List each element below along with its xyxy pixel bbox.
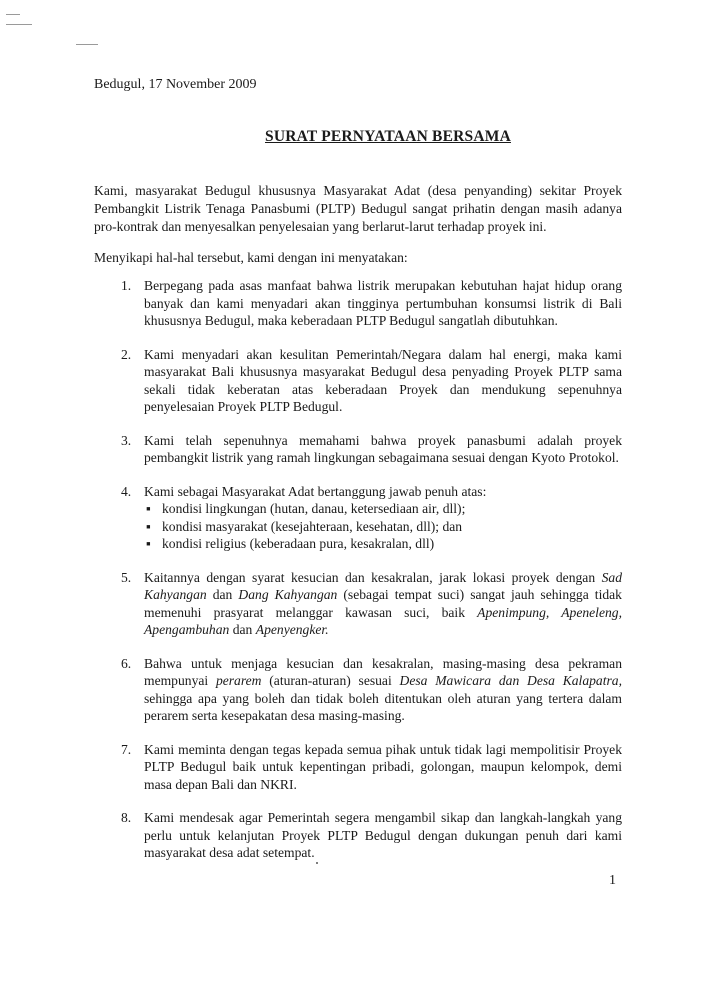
bullet-icon: ▪ [146, 518, 151, 534]
sub-item-text: kondisi masyarakat (kesejahteraan, kesehatan, dll); dan [162, 518, 463, 534]
item-text-part: sehingga apa yang boleh dan tidak boleh ditentukan oleh aturan yang tertera dalam perarem serta kesepakatan desa masing-masing. [144, 690, 622, 723]
statement-item-1 [94, 277, 622, 330]
lead-sentence: Menyikapi hal-hal tersebut, kami dengan ini menyatakan: [94, 250, 408, 265]
item-number: 8 . [121, 809, 131, 827]
item-text-italic: Sad Kahyangan [144, 569, 622, 602]
letter-page [94, 76, 622, 878]
item-text: Kami sebagai Masyarakat Adat bertanggung jawab penuh atas: [144, 483, 487, 499]
item-text-part: (aturan-aturan) sesuai [261, 673, 400, 688]
item-text: Berpegang pada asas manfaat bahwa listrik merupakan kebutuhan hajat hidup orang banyak dan kami menyadari akan tingginya pertumbuhan konsumsi listrik di Bali khususnya Bedugul, maka keberadaan PLTP Bedugul sangatlah dibutuhkan. [144, 278, 622, 328]
item-text-part: Bahwa untuk menjaga kesucian dan kesakralan, masing-masing desa pekraman mempunyai [144, 655, 622, 688]
statement-list [94, 277, 622, 862]
intro-paragraph: Kami, masyarakat Bedugul khususnya Masyarakat Adat (desa penyanding) sekitar Proyek Pembangkit Listrik Tenaga Panasbumi (PLTP) Bedugul sangat prihatin dengan masih adanya pro-kontrak dan menyesalkan penyelesaian yang berlarut-larut terhadap proyek ini. [94, 183, 622, 234]
date-line: Bedugul, 17 November 2009 [94, 77, 257, 92]
sub-list-item [144, 500, 622, 518]
scan-artifact [6, 24, 32, 25]
page-number: 1 [609, 873, 616, 888]
item-number: 4 . [121, 483, 131, 501]
item-text-italic: Apenimpung, Apeneleng, Apengambuhan [144, 604, 622, 637]
bullet-icon: ▪ [146, 501, 151, 516]
sub-list-item [144, 518, 622, 536]
responsibility-list [144, 500, 622, 553]
item-number: 3 . [121, 432, 131, 450]
statement-item-6 [94, 655, 622, 725]
item-text-italic: Apenyengker. [255, 622, 329, 637]
statement-item-3 [94, 432, 622, 467]
sub-item-text: kondisi lingkungan (hutan, danau, ketersediaan air, dll); [162, 501, 466, 516]
item-text: Kami telah sepenuhnya memahami bahwa proyek panasbumi adalah proyek pembangkit listrik yang ramah lingkungan sebagaimana sesuai dengan Kyoto Protokol. [144, 432, 622, 465]
item-number: 2 . [121, 346, 131, 364]
item-number: 1 . [121, 277, 131, 295]
scan-artifact [76, 44, 98, 45]
scan-speck [316, 862, 318, 864]
statement-item-4 [94, 483, 622, 553]
item-text-part: dan [229, 622, 256, 637]
item-text-italic: Desa Mawicara dan Desa Kalapatra, [399, 673, 622, 688]
statement-item-8 [94, 809, 622, 862]
sub-item-text: kondisi religius (keberadaan pura, kesakralan, dll) [162, 536, 435, 551]
statement-item-7 [94, 741, 622, 794]
item-text-italic: perarem [215, 673, 262, 688]
item-number: 7 . [121, 741, 131, 759]
scan-artifact [6, 14, 20, 15]
item-text: Kami mendesak agar Pemerintah segera mengambil sikap dan langkah-langkah yang perlu untuk kelanjutan Proyek PLTP Bedugul dengan dukungan penuh dari kami masyarakat desa adat setempat. [144, 810, 622, 860]
item-text-part: (sebagai tempat suci) sangat jauh sehingga tidak memenuhi prasyarat melanggar kawasan suci, baik [144, 587, 622, 620]
item-number: 5 . [121, 569, 131, 587]
document-title: SURAT PERNYATAAN BERSAMA [265, 128, 511, 145]
item-text: Kami meminta dengan tegas kepada semua pihak untuk tidak lagi mempolitisir Proyek PLTP Bedugul baik untuk kepentingan pribadi, golongan, maupun kelompok, demi masa depan Bali dan NKRI. [144, 741, 622, 792]
item-number: 6 . [121, 655, 131, 673]
item-text-italic: Dang Kahyangan [238, 587, 338, 602]
item-text: Kami menyadari akan kesulitan Pemerintah/Negara dalam hal energi, maka kami masyarakat Bali khususnya masyarakat Bedugul desa penyading Proyek PLTP sama sekali tidak keberatan atas keberadaan Proyek dan mendukung sepenuhnya penyelesaian Proyek PLTP Bedugul. [144, 346, 622, 414]
statement-item-5 [94, 569, 622, 639]
item-text-part: dan [206, 587, 239, 602]
item-text-part: Kaitannya dengan syarat kesucian dan kesakralan, jarak lokasi proyek dengan [144, 569, 602, 585]
bullet-icon: ▪ [146, 536, 151, 551]
sub-list-item [144, 535, 622, 553]
statement-item-2 [94, 346, 622, 416]
